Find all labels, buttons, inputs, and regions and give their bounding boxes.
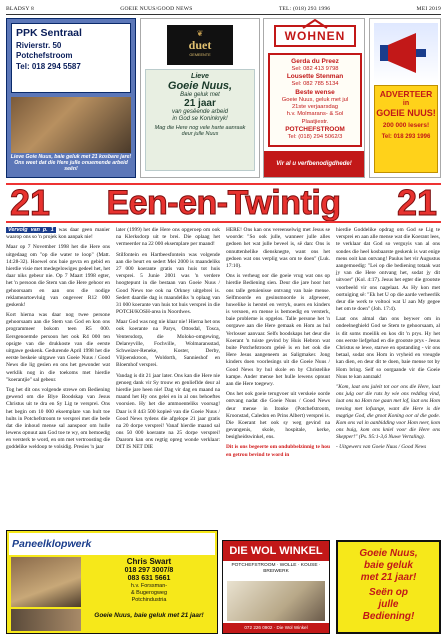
wohnen-line: Beste wense: [295, 88, 335, 96]
adv-line: Tel: 018 293 1996: [381, 133, 431, 140]
chris-address: & Bugerogweg: [130, 589, 168, 596]
duet-line: van gesëende arbeid: [171, 109, 229, 115]
greeting-line: Seën op: [369, 587, 408, 598]
banner-number-left: 21: [10, 183, 51, 223]
wohnen-line: 21ste verjaarsdag: [291, 104, 339, 111]
article-column-2: [116, 227, 220, 559]
article-paragraph: HERE! Ons kan ons vereenselwig met Jesus se woorde: "So ook julle, wanneer julle alles gedoen het wat julle beveel is, sê dan: Ons is onnuttenhelike diensknegte, want ons het gedoen wat ons verplig was om te doen" (Luk. 17:10).: [226, 227, 330, 269]
greeting-line: julle: [378, 599, 399, 610]
greeting-line: baie geluk: [364, 560, 413, 571]
duet-line: 21 jaar: [184, 98, 216, 109]
ppk-address: Rivierstr. 50: [16, 41, 62, 50]
wohnen-logo: WOHNEN: [274, 25, 356, 47]
adv-line: ADVERTEER: [379, 89, 433, 99]
article-paragraph: Laat ons almal dan ons beywer om in ondeelneghield God se Stem te gehoorsaam, al is dit soms moeilik en kos dit 'n prys. Hy het ons eerste liefgehad en die grootste prys - Jesus Christus se lewe, starwe en opstanding - vir ons betaal, sodat ons Hom in vryheid en vreugde kan dien, en deur dit te doen, baie mense tot by Hom bring. Self so oorgaande vir die Goeie Nuus te kan aanraak!: [336, 316, 440, 380]
wohnen-line: Goeie Nuus, geluk met jul: [281, 96, 349, 103]
continuation-label: Vervolg van p. 1: [8, 227, 54, 233]
greeting-line: met 21 jaar!: [360, 572, 417, 583]
article-paragraph: later (1999) het die Here ons opgeroep om ook na Klerksdorp uit te brei. Die oplaag het vermeerder na 22 000 eksemplare per maand!: [116, 227, 220, 248]
article-paragraph: Tog het dit ons volgende strewe om Bediening gewend om die Blye Boodskap van Jesus Christus uit te dra en Sy Lig te versprei. Ons het begin om 10 000 eksemplare van hult toe hults in Potchefstroom te versprei met die bede dat die inhoud mense sal aanspoor om hulle lewens opnuut aan God toe te wy, om bemoedig en versterk te word, en om met vertroosting die goddelike weldoop te volsidig. Presies 'n jaar: [6, 386, 110, 451]
ad-wol-winkel: [222, 540, 330, 634]
article-paragraph: Maar God was nog nie klaar nie! Hierna het ons ook koerante na Parys, Ottosdal, Tosca, Ventersdorp, die Moloko-omgewing, Delareyville, Fochville, Wolmaransstad, Schweizer-Reneke, Koster, Derby, Viljoenskroon, Woldorth, Sannieshof en Bloemhof versprei.: [116, 319, 220, 369]
article-column-4: [336, 227, 440, 559]
chris-message-box: [85, 609, 213, 631]
duet-logo-subtitle: GEMEENTE: [189, 53, 211, 57]
ad-paneelklopwerk: [6, 530, 218, 634]
wohnen-line: POTCHEFSTROOM: [285, 125, 345, 133]
car-photo: [11, 557, 81, 607]
wohnen-line: Gerda du Preez: [291, 58, 339, 65]
duet-line: Goeie Nuus,: [167, 80, 233, 92]
ad-duet: [140, 18, 260, 178]
duet-line: Lieve: [191, 73, 209, 80]
article-column-3: [226, 227, 330, 559]
banner-number-right: 21: [396, 183, 437, 223]
wohnen-line: Sel: 082 785 5134: [291, 81, 339, 88]
article-paragraph: hierdie Goddelike opdrag om God se Lig te versprei en aan alle mense wat die Koerant lees, te verklaar dat God so verguyis van al ons sondes die heel kosbaarste geskenk is wat enige mens ooit kan ontvang! Paulus het vir Augustus aangemoedig: "Lei op die bediening totaak wat jy van die Here ontvang het, sodat jy dit uitvoer" (Kol. 4:17). Jesus het egter die grootste voorbeeld vir ons nagelaat. As Hy kon met oortuiging sê: "Ek het U op die aarde verheerlik deur die werk te voltooi wat U aan My gegee het om te doen" (Joh. 17:4).: [336, 227, 440, 313]
ppk-city: Potchefstroom: [16, 51, 73, 60]
issue-date: MEI 2019: [416, 5, 441, 12]
wol-title: DIE WOL WINKEL: [223, 541, 329, 561]
wol-footer: 072 226 0902 · Die Wol Winkel: [223, 623, 329, 633]
article-paragraph: Kort hierna was daar nog twee persone gehoorsaam aan die Stem van God en kon ons programmeer bokom teen R5 000. Eersgenoemde persoon het ook R4 000 ten opsigte van die drukkoste van die eerste uitgawe geskenk. Gedurende April 1998 het die eerste beskeie uitgawe van Goeie Nuus / Good News die lig gesien en ons het gewonder wat werklik nog in die toekoms met hierdie "koerantjie" sal gebeur.: [6, 312, 110, 383]
chris-address: h.v. Forssman-: [130, 583, 168, 590]
duet-message-box: [145, 69, 255, 171]
ad-adverteer: [369, 18, 441, 178]
wohnen-details: [268, 53, 362, 147]
chris-cell: 083 631 5661: [127, 574, 171, 582]
page-number: BLADSY 8: [6, 5, 34, 12]
chris-message: Goeie Nuus, baie geluk met 21 jaar!: [94, 612, 204, 619]
article-paragraph: Dit is ons begeerte om ondubbelzinnig te hou en getrou bevind te word in: [226, 444, 330, 458]
chris-name: Chris Swart: [126, 557, 172, 566]
header-divider: [6, 14, 441, 15]
duet-logo-text: duet: [188, 38, 212, 52]
ppk-info-box: [11, 23, 131, 93]
header-telephone: TEL: (018) 293 1996: [278, 5, 331, 12]
duet-line: Baie geluk met: [180, 92, 220, 98]
adv-line: in: [402, 99, 410, 107]
ad-ppk-sentraal: [6, 18, 136, 178]
duet-logo: [167, 25, 233, 65]
article-paragraph: Vandag is dit 21 jaar later. Ons kan die Here nie genoeg dank vir Sy trouw en genlieflde deur al hierdie jare heen nie! Dag vir dag en maand na maand het Hy ons gelei en in al ons behoeftes voorsien. Hy het die ammoenteliks voorsag! Daar is 8 443 500 kopieë van die Goeie Nuus / Good News tydens die afgelope 21 jaar gratis na 20 dorpe versprei! Vanaf hierdie maand sal ons 50 000 koerante na 25 dorpe versprei! Daarom kan ons regtig opreg wonde verklaar: DIT IS NET DIE: [116, 372, 220, 451]
chris-logo: Paneelklopwerk: [12, 538, 92, 550]
article-paragraph: "Kom, laat ons juleit tot oor ons die Here, laat ons julg oor die ruts by wie ons redding vind, laat ons na Hom toe gaan met lof, laat ons Hom teesing met lofsange, want die Here is die magtige God, die groot Koning oor al die gode. Kom ons val in aanbidding voor Hom neer, kom ons buig, kom ons kniel voor die Here ons Skepper!" (Ps. 95:1-3,6 Nuwe Vertaling).: [336, 383, 440, 441]
wohnen-line: Tel: (018) 294 5062/3: [287, 133, 343, 140]
dove-icon: ❦: [196, 29, 204, 38]
wohnen-line: Lousette Stenman: [286, 73, 344, 81]
article-paragraph: Ons het ook goeie terugvoer uit verskeie oorde ontvang nadat die Goeie Nuus / Good News deur mense in Itonke (Potchefstroom, Kroonstad, Caledon en Prins Albert) versprei is. Die Koerant het ook sy weg gevind na gevangenis, skole, hospitale, kerke, besigheidswinkel, ens.: [226, 391, 330, 441]
ppk-telephone: Tel: 018 294 5587: [16, 62, 81, 71]
page-header: [6, 3, 441, 14]
ad-wohnen: [263, 18, 365, 178]
workshop-photo: [11, 609, 81, 631]
article-paragraph: [6, 227, 110, 241]
chris-header: [9, 533, 215, 555]
banner-title: Een-en-Twintig: [106, 183, 341, 222]
article-signoff: - Uitgewers van Goeie Nuus / Good News: [336, 444, 427, 451]
greeting-line: Bediening!: [362, 611, 415, 622]
article-column-1: [6, 227, 110, 527]
ppk-title: PPK Sentraal: [16, 27, 82, 39]
chris-city: Potchindustria: [131, 596, 167, 603]
adv-line: GOEIE NUUS!: [376, 107, 436, 118]
wohnen-line: Sel: 082 413 9798: [291, 66, 339, 73]
wol-subtitle: POTCHEFSTROOM · WOLLE · KOUSE · BREIWERK: [231, 563, 321, 574]
greeting-line: Goeie Nuus,: [359, 548, 418, 559]
wohnen-line: h.v. Molmarans- & Sol Plaatjiestr.: [286, 111, 344, 125]
wool-photo: [227, 581, 325, 621]
ppk-message: Lieve Goie Nuus, baie geluk met 21 kosbare jare! Ons weet dat die Here julle onuemende arbeid seën!: [10, 154, 132, 172]
publication-name: GOEIE NUUS/GOOD NEWS: [120, 5, 193, 12]
adverteer-box: [374, 85, 438, 173]
article-paragraph: Ons is verheug oor die goeie vrug wat ons op hierdie Bediening sien. Deur die jare hoor hot ons talle getuienisse ontvang van baie mense. Selfmoorde en gesinsmoorde is afgeweer, huwelike is herstel en verryk, ouers en kinders is versoen, en mense is bemoedig en versterk, baie probleme is opgelos. Talle persone het 'n oorgawe aan die Here gemaak en Hom as hul Verlosser aanvaar. Selfs boodskaps het deur die Koerant 'n tuiste gevind by Huis Hebron wat buite Potchefstroom geleë is en het ook die Here Jesus aangeneem as Saligmaker. Jong kinders doen voorlesings uit die Goeie Nuus / Good News by hul skole en by Christelike kampe. Ander mense het hulle lewens opnuut aan die Here toegewy.: [226, 273, 330, 387]
ppk-photo: [11, 97, 131, 153]
duet-line: in God se Koninkryk!: [172, 115, 228, 122]
ad-greeting: [336, 540, 441, 634]
article-text: was daar geen manier waarop ons so 'n projek kon aanpak nie!: [6, 227, 110, 241]
adv-line: 200 000 lesers!: [382, 122, 430, 130]
article-paragraph: Stilfontein en Hartbeesfontein was volgende aan die beurt en sedert Mei 2000 is maandeliks 27 000 koerante gratis van huis tot huis versprei. 5 Junie 2001 was 'n verdere hoogtepunt in die bestaan van Goeie Nuus / Good News toe ook na Orkney uitgebrei is. Sedert daardie dag is maandeliks 'n oplaag van 31 000 koerante van huis tot huis versprei in die POTCH/KOSH-area in Noordwes.: [116, 251, 220, 316]
chris-contact: [85, 557, 213, 607]
duet-line: Mag die Here nog vele harte aanraak deur julle Nuus: [154, 125, 246, 138]
chris-phone: 018 297 3007/8: [124, 566, 174, 574]
megaphone-illustration: [374, 23, 438, 83]
headline-banner: [6, 183, 441, 223]
article-paragraph: Maar op 7 November 1998 het die Here ons uitgedaag om "op die water te loop" (Matt. 14:28-32). Hoewel ons baie gevra en gebid en hierdie visie met medegelowiges gedeel het, het daar niks gebeur nie. Op 7 Maart 1998 egter, het 'n persoon die Stem van die Here gehoor en gehoorsaam en aan ons die nodige reklameartoevluig van ongeveer R12 000 geskenk!: [6, 244, 110, 308]
wohnen-footer: Vir al u verfbenodigdhede!: [264, 151, 364, 177]
